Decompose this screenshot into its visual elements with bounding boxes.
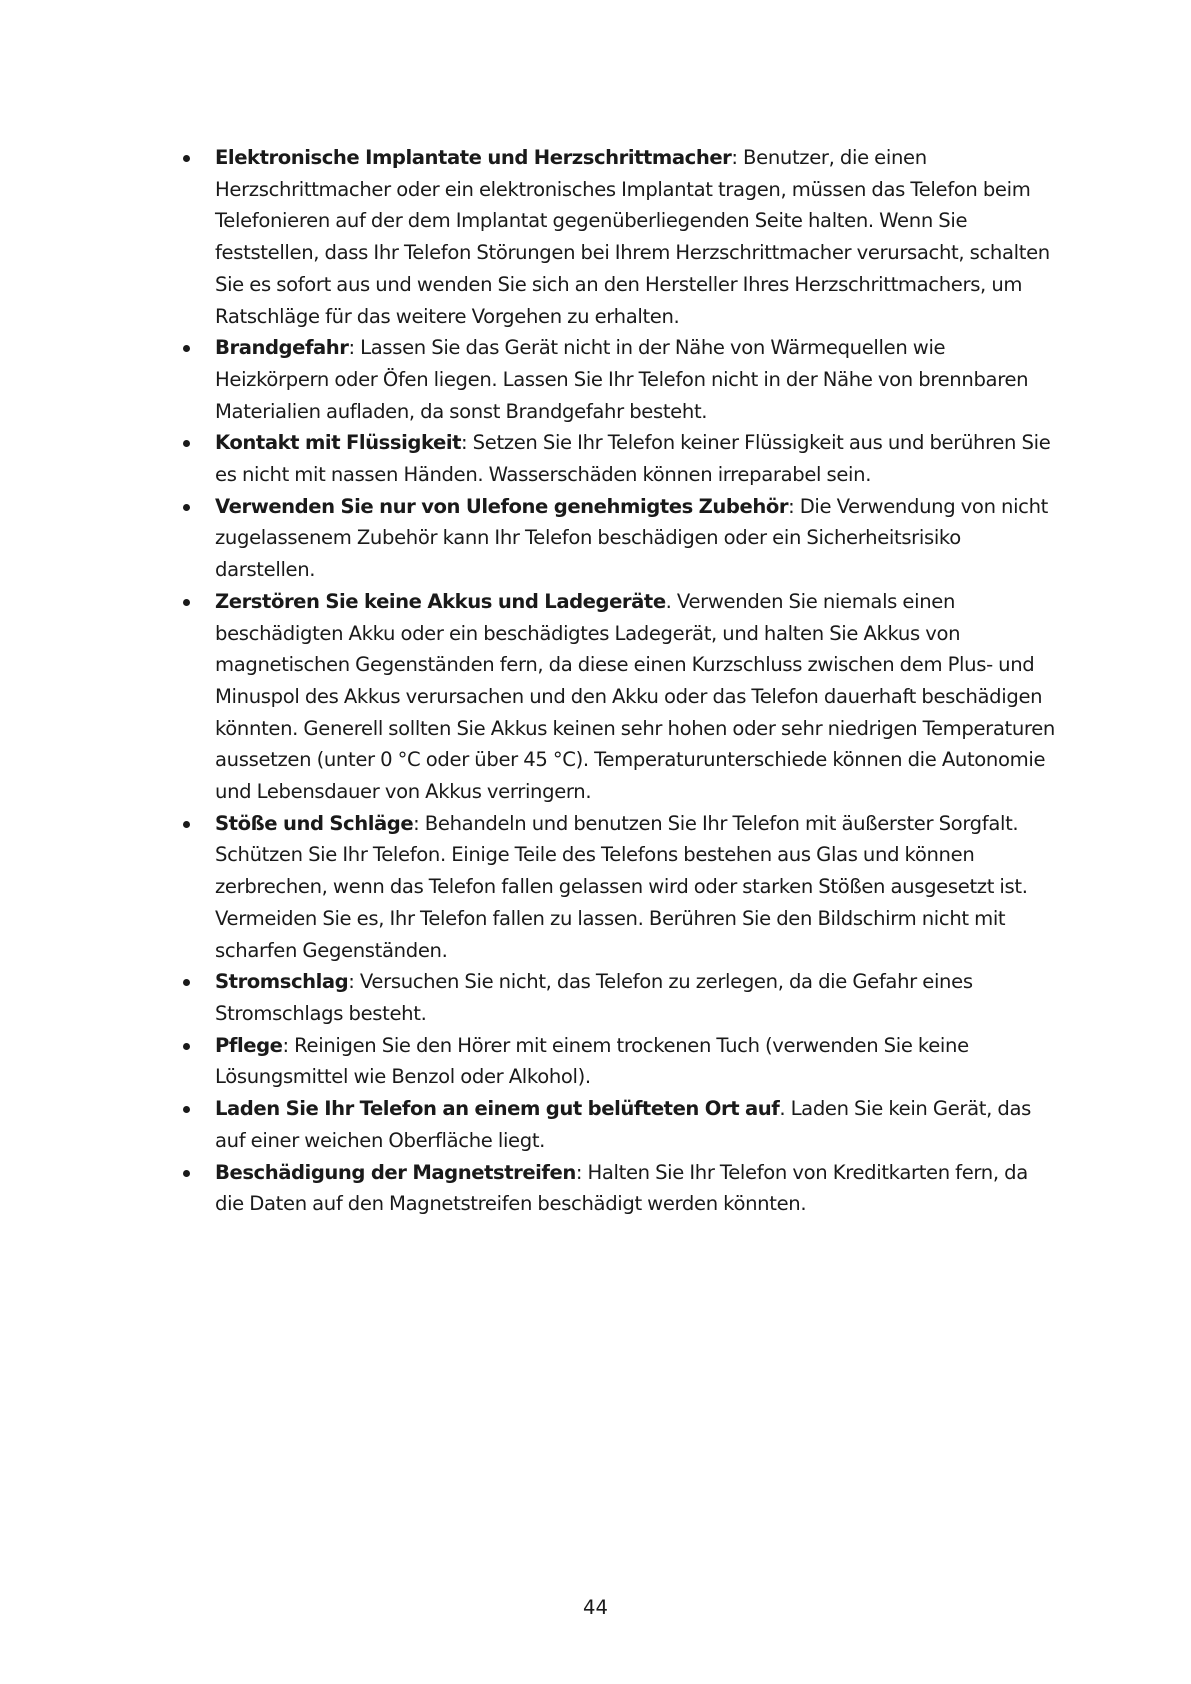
item-text: : Die Verwendung von nicht zugelassenem Zubehör kann Ihr Telefon beschädigen oder ein Sicherheitsrisiko darstellen. [215, 494, 1049, 582]
item-text: : Versuchen Sie nicht, das Telefon zu zerlegen, da die Gefahr eines Stromschlags besteht. [215, 970, 973, 1025]
list-item [215, 1030, 1060, 1093]
item-term: Stöße und Schläge [215, 811, 414, 835]
safety-bullet-list [215, 142, 1060, 1220]
item-text: . Verwenden Sie niemals einen beschädigten Akku oder ein beschädigtes Ladegerät, und halten Sie Akkus von magnetischen Gegenständen fern, da diese einen Kurzschluss zwischen dem Plus- und Minuspol des Akkus verursachen und den Akku oder das Telefon dauerhaft beschädigen könnten. Generell sollten Sie Akkus keinen sehr hohen oder sehr niedrigen Temperaturen aussetzen (unter 0 °C oder über 45 °C). Temperaturunterschiede können die Autonomie und Lebensdauer von Akkus verringern. [215, 589, 1055, 804]
item-text: . Laden Sie kein Gerät, das auf einer weichen Oberfläche liegt. [215, 1097, 1031, 1152]
item-term: Brandgefahr [215, 336, 349, 360]
item-term: Beschädigung der Magnetstreifen [215, 1160, 576, 1184]
list-item [215, 808, 1060, 967]
list-item [215, 1093, 1060, 1156]
page-number: 44 [583, 1596, 608, 1619]
item-text: : Halten Sie Ihr Telefon von Kreditkarten fern, da die Daten auf den Magnetstreifen beschädigt werden könnten. [215, 1160, 1028, 1216]
item-term: Kontakt mit Flüssigkeit [215, 431, 462, 455]
list-item [215, 142, 1060, 332]
item-term: Pflege [215, 1033, 283, 1057]
item-term: Stromschlag [215, 970, 349, 994]
item-text: : Benutzer, die einen Herzschrittmacher oder ein elektronisches Implantat tragen, müssen das Telefon beim Telefonieren auf der dem Implantat gegenüberliegenden Seite halten. Wenn Sie feststellen, dass Ihr Telefon Störungen bei Ihrem Herzschrittmacher verursacht, schalten Sie es sofort aus und wenden Sie sich an den Hersteller Ihres Herzschrittmachers, um Ratschläge für das weitere Vorgehen zu erhalten. [215, 146, 1050, 328]
item-text: : Setzen Sie Ihr Telefon keiner Flüssigkeit aus und berühren Sie es nicht mit nassen Händen. Wasserschäden können irreparabel sein. [215, 431, 1051, 487]
item-term: Laden Sie Ihr Telefon an einem gut belüfteten Ort auf [215, 1097, 780, 1121]
item-term: Elektronische Implantate und Herzschrittmacher [215, 146, 732, 169]
list-item [215, 966, 1060, 1029]
list-item [215, 427, 1060, 490]
item-term: Verwenden Sie nur von Ulefone genehmigtes Zubehör [215, 494, 789, 518]
list-item [215, 586, 1060, 808]
list-item [215, 332, 1060, 427]
item-text: : Lassen Sie das Gerät nicht in der Nähe von Wärmequellen wie Heizkörpern oder Öfen liegen. Lassen Sie Ihr Telefon nicht in der Nähe von brennbaren Materialien aufladen, da sonst Brandgefahr besteht. [215, 336, 1029, 423]
item-term: Zerstören Sie keine Akkus und Ladegeräte [215, 589, 666, 613]
item-text: : Behandeln und benutzen Sie Ihr Telefon mit äußerster Sorgfalt. Schützen Sie Ihr Telefon. Einige Teile des Telefons bestehen aus Glas und können zerbrechen, wenn das Telefon fallen gelassen wird oder starken Stößen ausgesetzt ist. Vermeiden Sie es, Ihr Telefon fallen zu lassen. Berühren Sie den Bildschirm nicht mit scharfen Gegenständen. [215, 811, 1028, 962]
list-item [215, 491, 1060, 586]
list-item [215, 1157, 1060, 1220]
item-text: : Reinigen Sie den Hörer mit einem trockenen Tuch (verwenden Sie keine Lösungsmittel wie Benzol oder Alkohol). [215, 1033, 969, 1089]
